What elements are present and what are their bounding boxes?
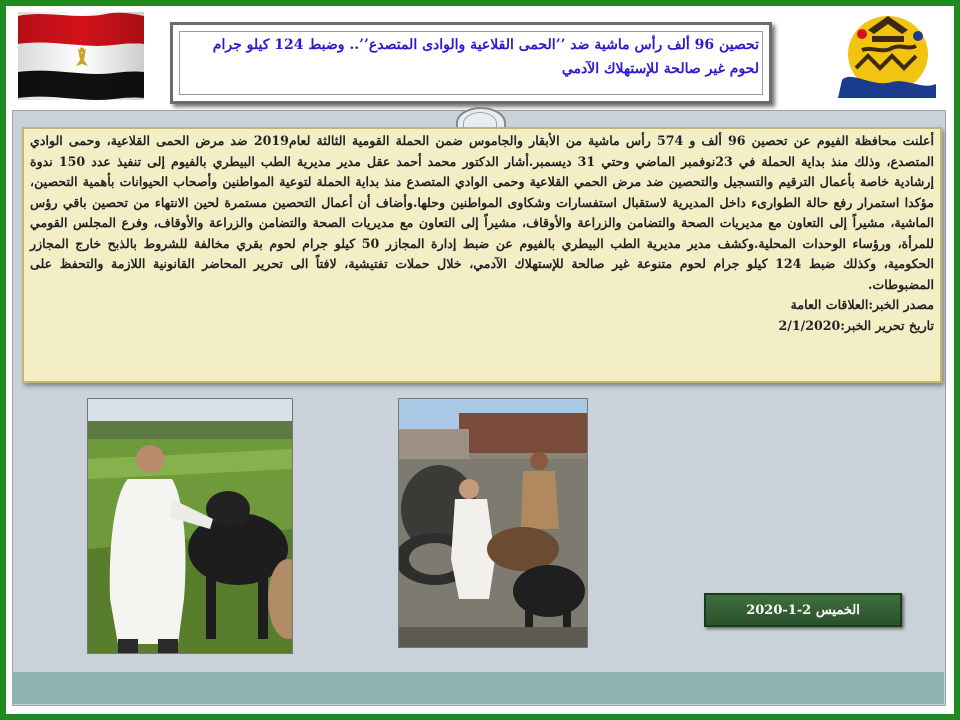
date-badge-text: الخميس 2-1-2020 — [746, 602, 860, 618]
vaccination-field-photo — [87, 398, 293, 654]
date-badge — [704, 593, 902, 627]
egypt-flag-icon — [16, 10, 146, 102]
article-source: مصدر الخبر:العلاقات العامة — [790, 297, 934, 312]
headline-text: تحصين 96 ألف رأس ماشية ضد ’’الحمى القلاعية والوادى المتصدع’’.. وضبط 124 كيلو جرام لحوم غير صالحة للإستهلاك الآدمي — [212, 37, 759, 77]
vaccination-village-photo — [398, 398, 588, 648]
article-paragraph: أعلنت محافظة الفيوم عن تحصين 96 ألف و 574 رأس ماشية من الأبقار والجاموس ضمن الحملة القومية الثالثة لعام2019 ضد مرض الحمى القلاعية، وحمى الوادي المتصدع، وذلك منذ بداية الحملة في 23نوفمبر الماضي وحتي 31 ديسمبر.أشار الدكتور محمد أحمد عقل مدير مديرية الطب البيطري بالفيوم إلى تنفيذ عدد 150 ندوة إرشادية خاصة بأعمال الترقيم والتسجيل والتحصين ضد مرض الحمي القلاعية وحمى الوادي المتصدع منذ بداية الحملة لتوعية المواطنين وأصحاب الحيوانات بأهمية التحصين، مؤكدا استمرار رفع حالة الطوارىء داخل المديرية لاستقبال استفسارات وشكاوى المواطنين وحلها.وأضاف أن أعمال التحصين مستمرة لحين الانتهاء من تحصين باقي رؤس الماشية، مشيراً إلى التعاون مع مديريات الصحة والتضامن والزراعة والأوقاف، مشيراً إلى التعاون مع مديريات الصحة والتضامن والزراعة والأوقاف، وفرع المجلس القومي للمرأة، ورؤساء الوحدات المحلية.وكشف مدير مديرية الطب البيطري بالفيوم عن ضبط إدارة المجازر 50 كيلو جرام لحوم بقري مخالفة للشروط بالذبح خارج المجازر الحكومية، وكذلك ضبط 124 كيلو جرام لحوم متنوعة غير صالحة للإستهلاك الآدمي، خلال حملات تفتيشية، لافتاً الى تحرير المحاضر القانونية اللازمة والتحفظ على المضبوطات. — [30, 133, 935, 292]
article-box — [22, 127, 942, 383]
headline-box — [170, 22, 772, 104]
governorate-logo-icon — [832, 10, 940, 102]
slide-bottom-band — [12, 672, 944, 704]
article-body — [30, 131, 934, 336]
article-date: تاريخ تحرير الخبر:2/1/2020 — [778, 317, 934, 333]
